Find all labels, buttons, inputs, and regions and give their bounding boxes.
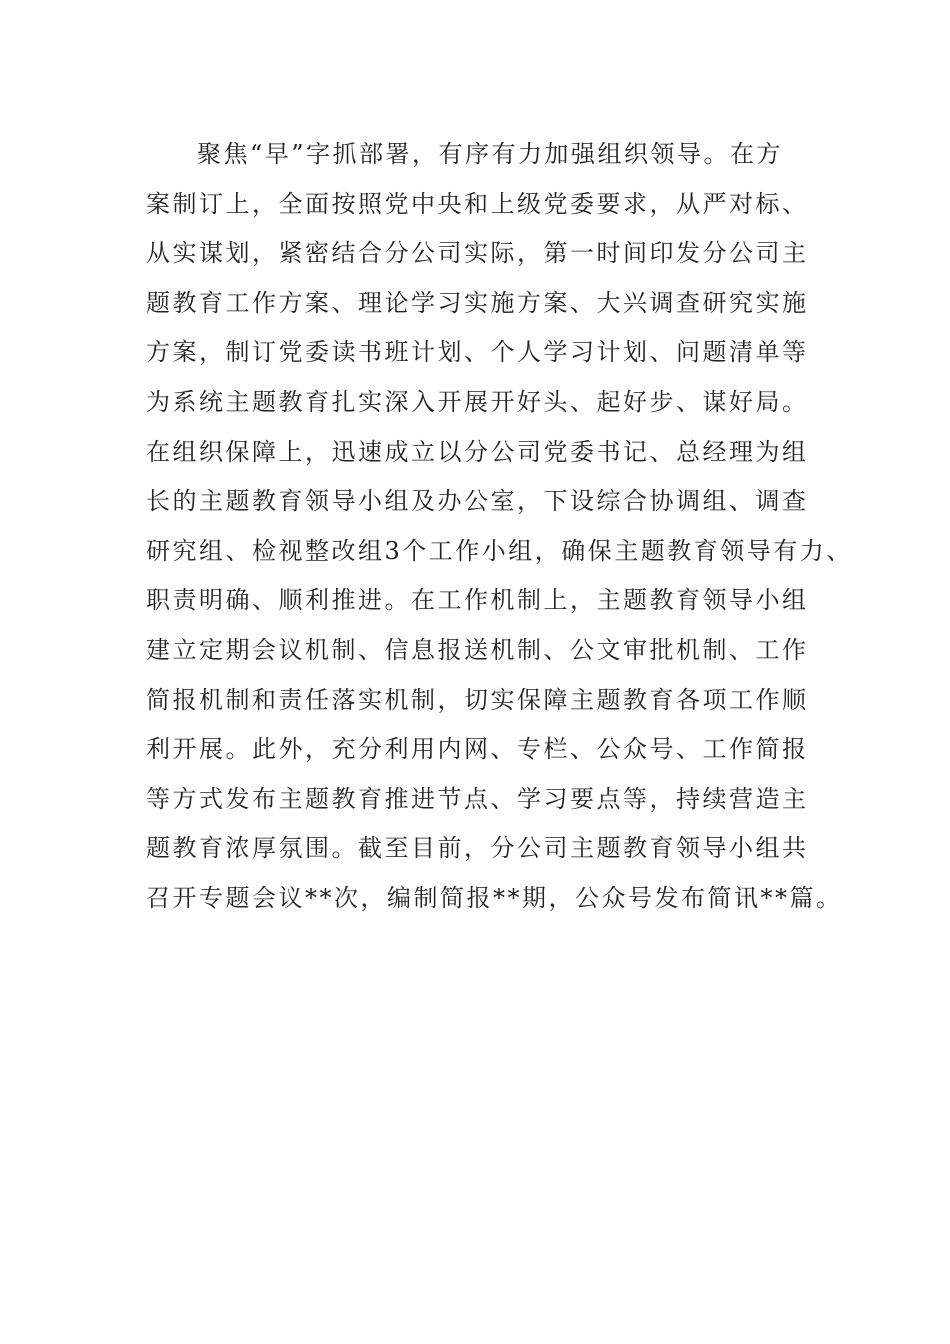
paragraph-line: 为系统主题教育扎实深入开展开好头、起好步、谋好局。 (146, 387, 809, 416)
paragraph-line: 题教育浓厚氛围。截至目前，分公司主题教育领导小组共 (146, 834, 809, 863)
paragraph-line: 利开展。此外，充分利用内网、专栏、公众号、工作简报 (146, 735, 809, 764)
paragraph-line: 聚焦“早”字抓部署，有序有力加强组织领导。在方 (197, 140, 784, 168)
body-paragraph (146, 130, 866, 924)
paragraph-line: 职责明确、顺利推进。在工作机制上，主题教育领导小组 (146, 586, 809, 615)
paragraph-line: 研究组、检视整改组3个工作小组，确保主题教育领导有力、 (146, 536, 853, 565)
paragraph-line: 建立定期会议机制、信息报送机制、公文审批机制、工作 (146, 635, 809, 664)
paragraph-line: 从实谋划，紧密结合分公司实际，第一时间印发分公司主 (146, 239, 809, 268)
paragraph-line: 在组织保障上，迅速成立以分公司党委书记、总经理为组 (146, 437, 809, 466)
paragraph-line: 方案，制订党委读书班计划、个人学习计划、问题清单等 (146, 338, 809, 367)
paragraph-line: 等方式发布主题教育推进节点、学习要点等，持续营造主 (146, 784, 809, 813)
paragraph-line: 长的主题教育领导小组及办公室，下设综合协调组、调查 (146, 487, 809, 516)
paragraph-line: 简报机制和责任落实机制，切实保障主题教育各项工作顺 (146, 685, 809, 714)
paragraph-line: 召开专题会议**次，编制简报**期，公众号发布简讯**篇。 (146, 883, 843, 912)
paragraph-line: 题教育工作方案、理论学习实施方案、大兴调查研究实施 (146, 288, 809, 317)
paragraph-line: 案制订上，全面按照党中央和上级党委要求，从严对标、 (146, 189, 809, 218)
